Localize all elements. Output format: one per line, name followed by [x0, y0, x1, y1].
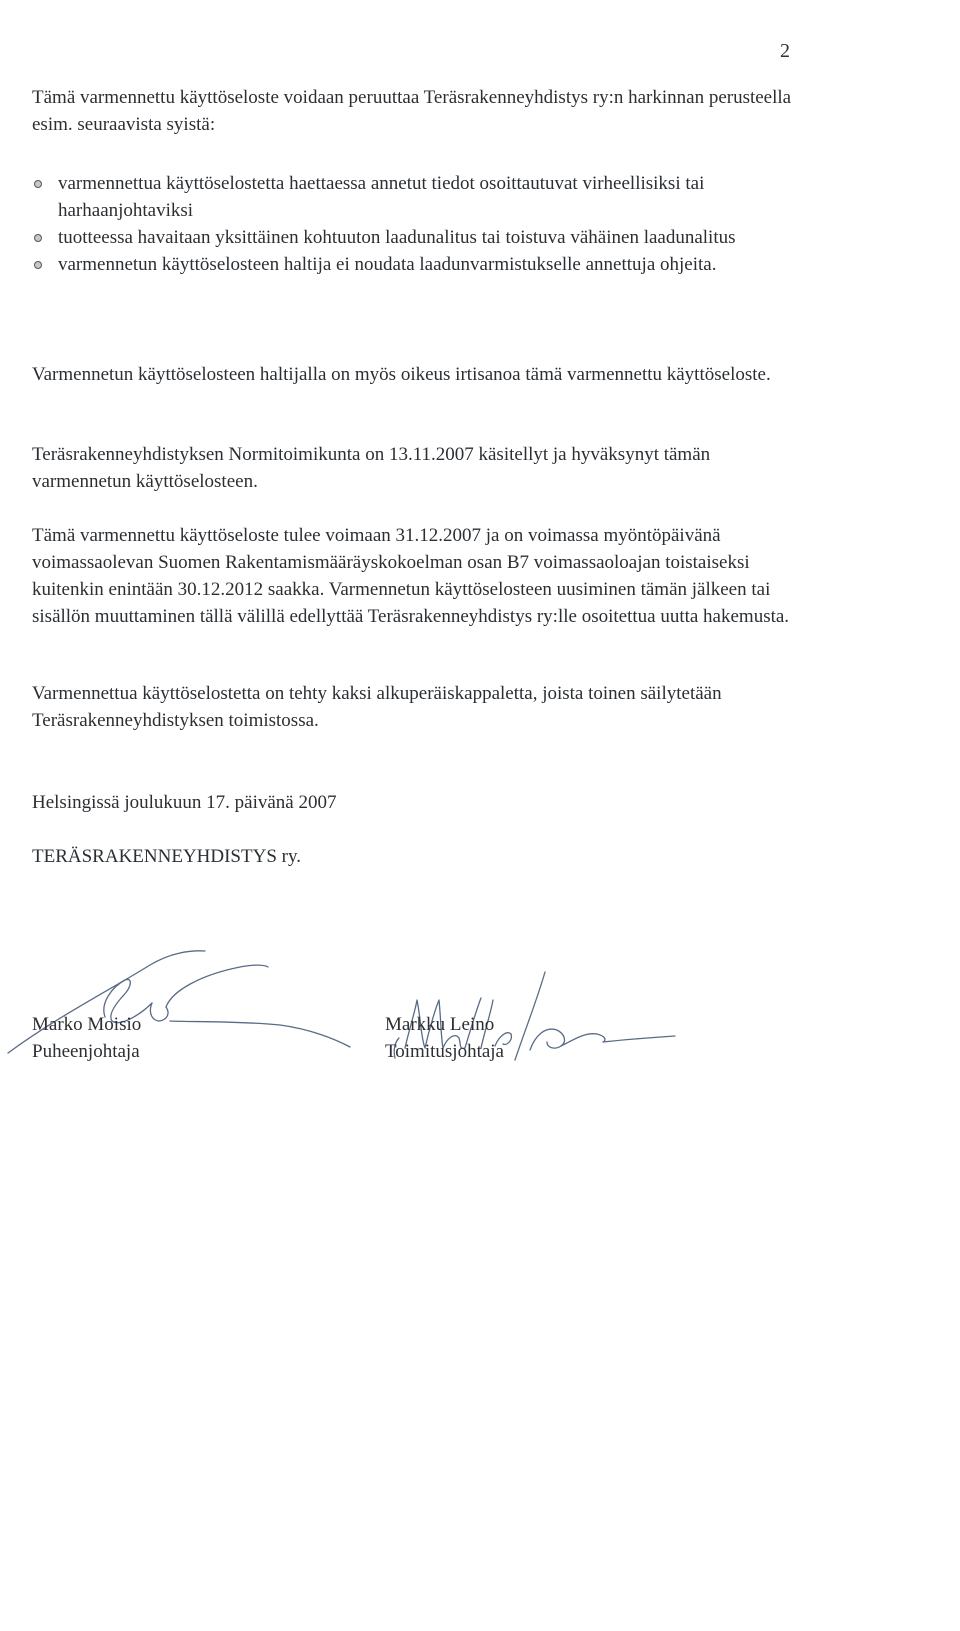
signer-name: Marko Moisio: [32, 1014, 142, 1035]
intro-paragraph: Tämä varmennettu käyttöseloste voidaan peruuttaa Teräsrakenneyhdistys ry:n harkinnan perusteella esim. seuraavista syistä:: [32, 87, 792, 135]
list-item-text: varmennettua käyttöselostetta haettaessa annetut tiedot osoittautuvat virheellisiksi tai harhaanjohtaviksi: [58, 173, 705, 221]
revocation-reasons-list: [32, 170, 802, 278]
organization-name: TERÄSRAKENNEYHDISTYS ry.: [32, 846, 301, 867]
copies-paragraph: Varmennettua käyttöselostetta on tehty kaksi alkuperäiskappaletta, joista toinen säilytetään Teräsrakenneyhdistyksen toimistossa.: [32, 683, 722, 731]
signer-block-chair: [32, 1011, 141, 1065]
list-item-text: varmennetun käyttöselosteen haltija ei noudata laadunvarmistukselle annettuja ohjeita.: [58, 254, 717, 275]
list-item: [32, 170, 802, 224]
signer-title: Toimitusjohtaja: [385, 1041, 504, 1062]
list-item-text: tuotteessa havaitaan yksittäinen kohtuuton laadunalitus tai toistuva vähäinen laadunalitus: [58, 227, 736, 248]
page-number: 2: [780, 40, 790, 62]
place-date: Helsingissä joulukuun 17. päivänä 2007: [32, 792, 337, 813]
bullet-icon: [34, 261, 42, 269]
signer-name: Markku Leino: [385, 1014, 495, 1035]
approval-paragraph: Teräsrakenneyhdistyksen Normitoimikunta on 13.11.2007 käsitellyt ja hyväksynyt tämän varmennetun käyttöselosteen.: [32, 444, 711, 492]
bullet-icon: [34, 234, 42, 242]
validity-paragraph: Tämä varmennettu käyttöseloste tulee voimaan 31.12.2007 ja on voimassa myöntöpäivänä voimassaolevan Suomen Rakentamismääräyskokoelman osan B7 voimassaoloajan toistaiseksi kuitenkin enintään 30.12.2012 saakka. Varmennetun käyttöselosteen uusiminen tämän jälkeen tai sisällön muuttaminen tällä välillä edellyttää Teräsrakenneyhdistys ry:lle osoitettua uutta hakemusta.: [32, 525, 790, 627]
signer-title: Puheenjohtaja: [32, 1041, 140, 1062]
list-item: [32, 251, 802, 278]
list-item: [32, 224, 802, 251]
bullet-icon: [34, 180, 42, 188]
termination-paragraph: Varmennetun käyttöselosteen haltijalla on myös oikeus irtisanoa tämä varmennettu käyttöseloste.: [32, 364, 771, 385]
signer-block-ceo: [385, 1011, 504, 1065]
